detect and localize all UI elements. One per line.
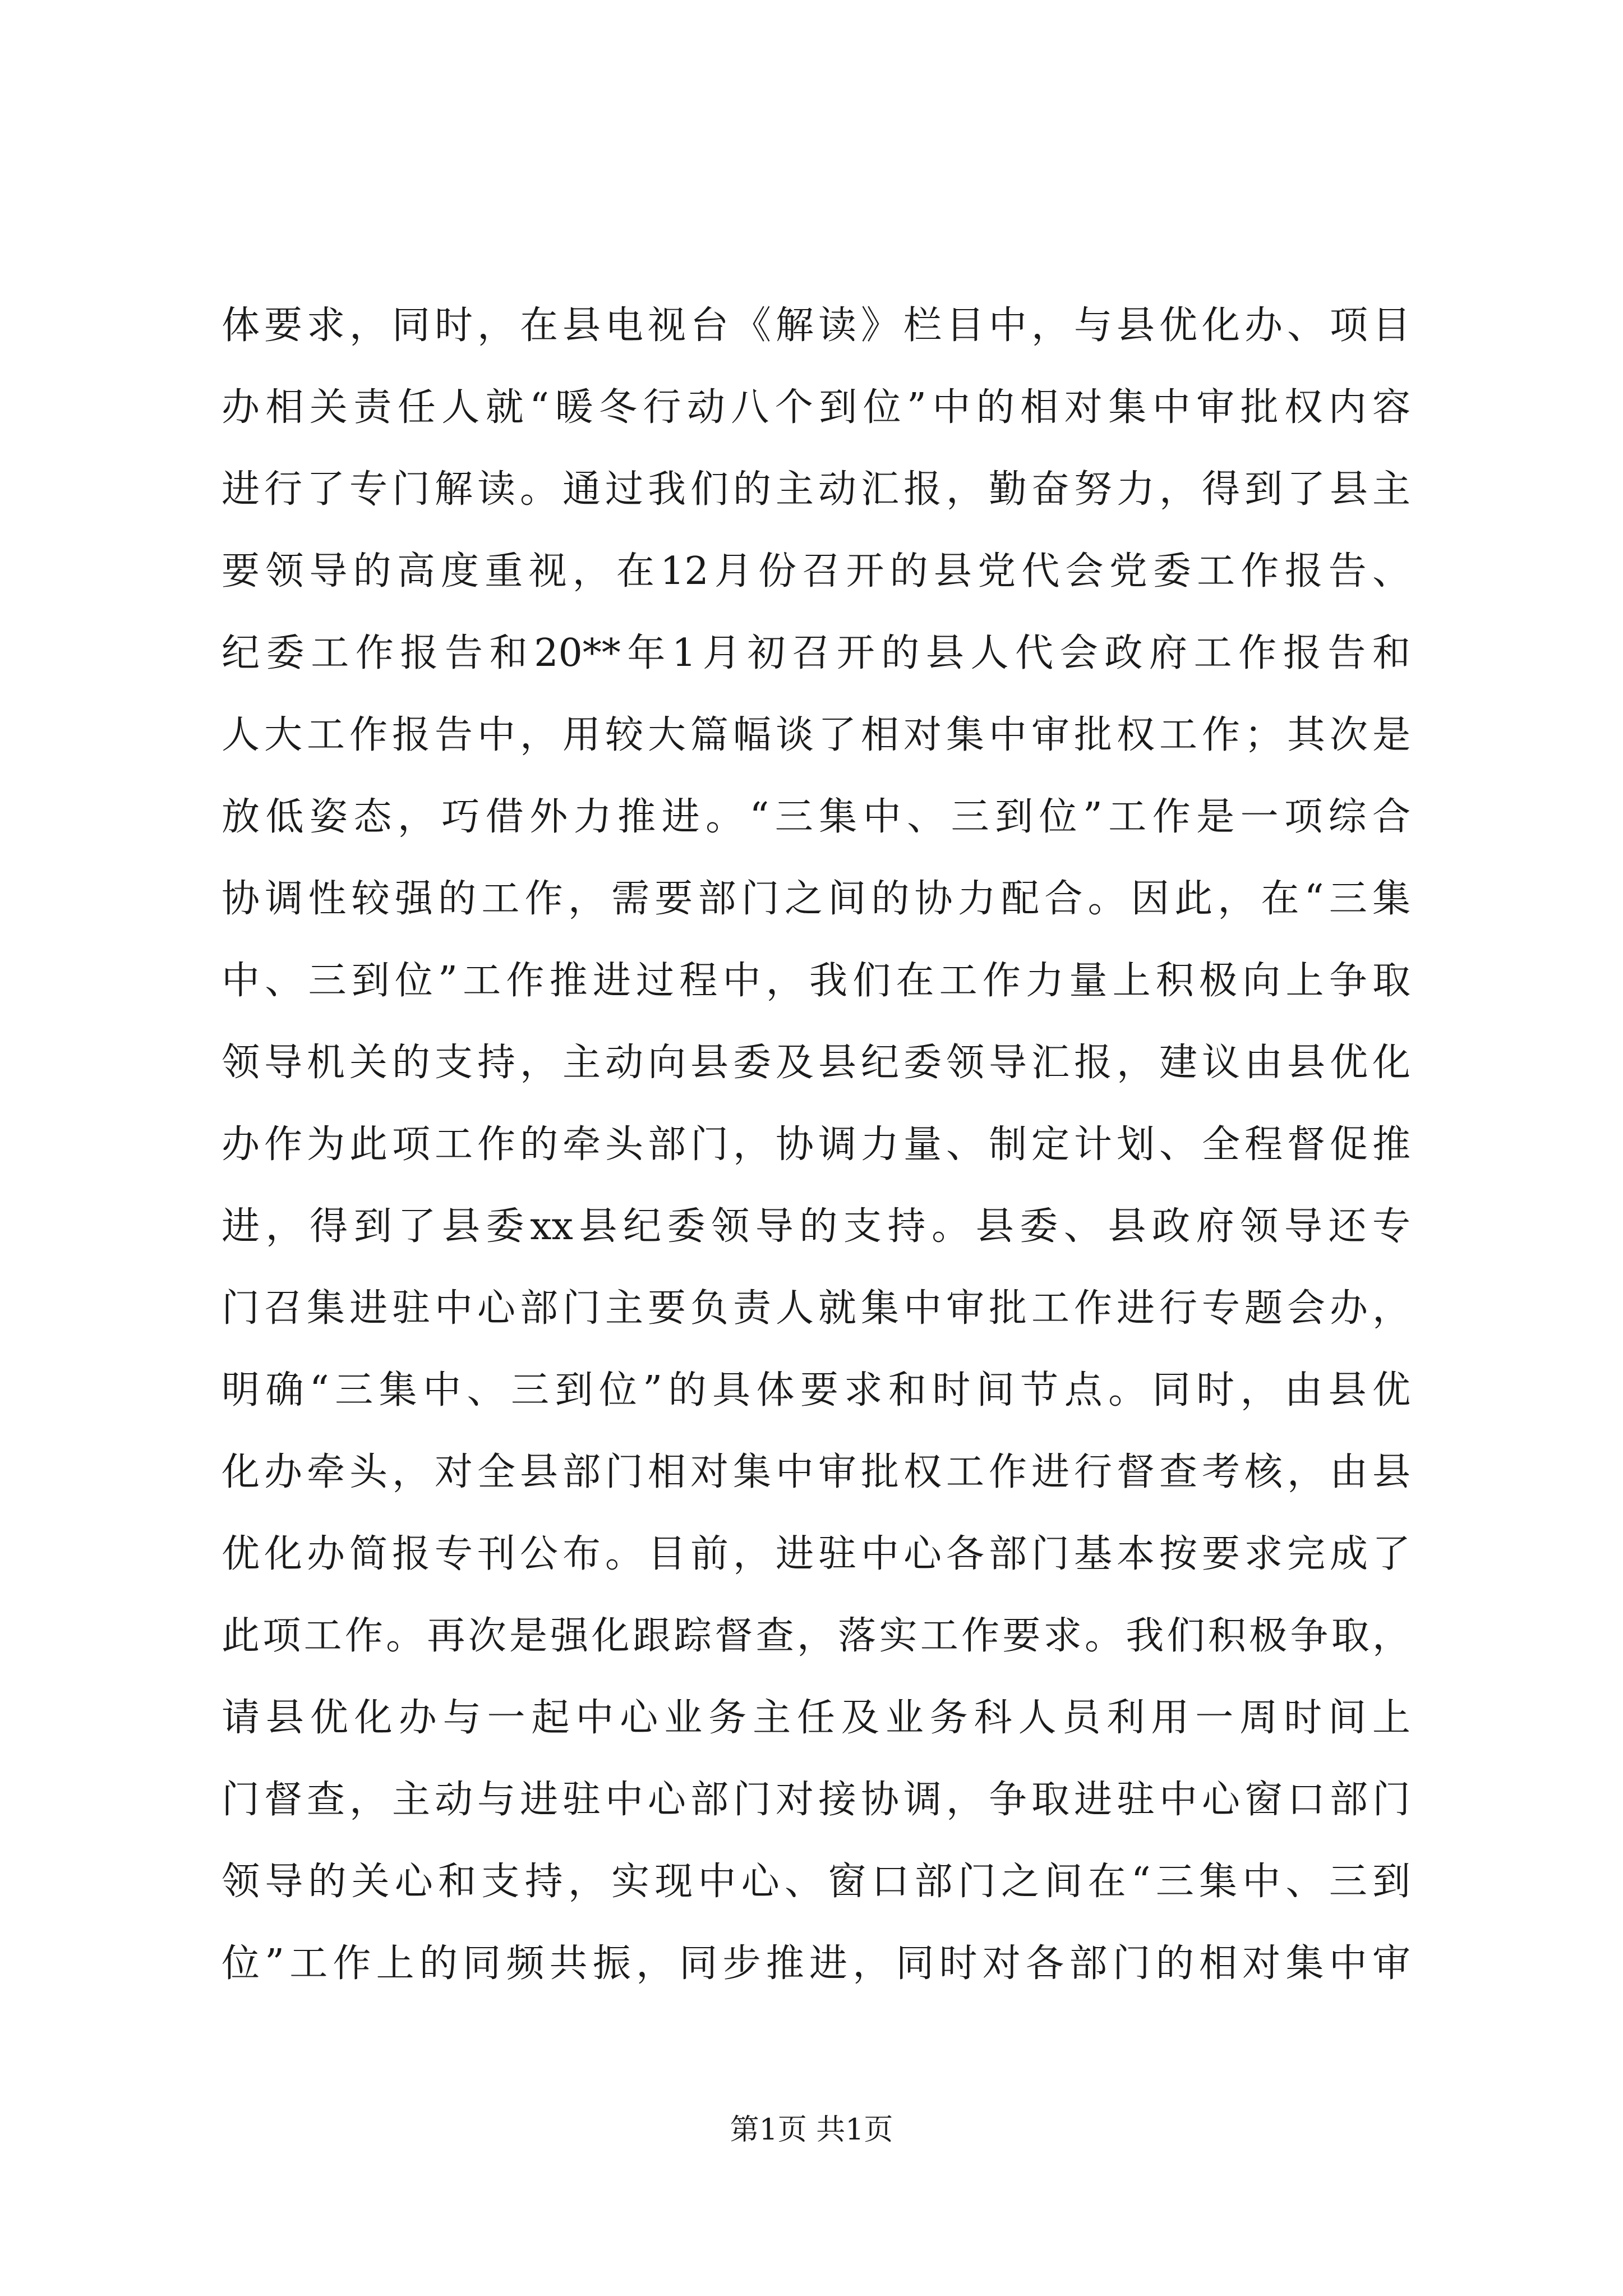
text-line: 协调性较强的工作，需要部门之间的协力配合。因此，在“三集 (222, 877, 1410, 921)
text-line: 门召集进驻中心部门主要负责人就集中审批工作进行专题会办， (222, 1286, 1410, 1331)
text-line: 纪委工作报告和20**年1月初召开的县人代会政府工作报告和 (222, 631, 1410, 675)
text-line: 中、三到位”工作推进过程中，我们在工作力量上积极向上争取 (222, 959, 1410, 1003)
text-line: 领导的关心和支持，实现中心、窗口部门之间在“三集中、三到 (222, 1860, 1410, 1904)
text-line: 人大工作报告中，用较大篇幅谈了相对集中审批权工作；其次是 (222, 713, 1410, 757)
text-line: 明确“三集中、三到位”的具体要求和时间节点。同时，由县优 (222, 1368, 1410, 1412)
text-line: 要领导的高度重视，在12月份召开的县党代会党委工作报告、 (222, 549, 1410, 593)
text-line: 体要求，同时，在县电视台《解读》栏目中，与县优化办、项目 (222, 303, 1410, 348)
page-footer (0, 2110, 1623, 2150)
text-line: 化办牵头，对全县部门相对集中审批权工作进行督查考核，由县 (222, 1450, 1410, 1494)
text-line: 优化办简报专刊公布。目前，进驻中心各部门基本按要求完成了 (222, 1532, 1410, 1576)
text-line: 进，得到了县委xx县纪委领导的支持。县委、县政府领导还专 (222, 1204, 1410, 1249)
text-line: 请县优化办与一起中心业务主任及业务科人员利用一周时间上 (222, 1696, 1410, 1740)
text-line: 此项工作。再次是强化跟踪督查，落实工作要求。我们积极争取， (222, 1614, 1410, 1658)
text-line: 位”工作上的同频共振，同步推进，同时对各部门的相对集中审 (222, 1941, 1410, 1986)
body-text (222, 285, 1410, 2005)
text-line: 领导机关的支持，主动向县委及县纪委领导汇报，建议由县优化 (222, 1041, 1410, 1085)
text-line: 门督查，主动与进驻中心部门对接协调，争取进驻中心窗口部门 (222, 1778, 1410, 1822)
text-line: 办相关责任人就“暖冬行动八个到位”中的相对集中审批权内容 (222, 385, 1410, 430)
text-line: 进行了专门解读。通过我们的主动汇报，勤奋努力，得到了县主 (222, 467, 1410, 512)
text-line: 放低姿态，巧借外力推进。“三集中、三到位”工作是一项综合 (222, 795, 1410, 839)
page-number-label: 第1页 共1页 (730, 2113, 893, 2147)
text-line: 办作为此项工作的牵头部门，协调力量、制定计划、全程督促推 (222, 1122, 1410, 1167)
